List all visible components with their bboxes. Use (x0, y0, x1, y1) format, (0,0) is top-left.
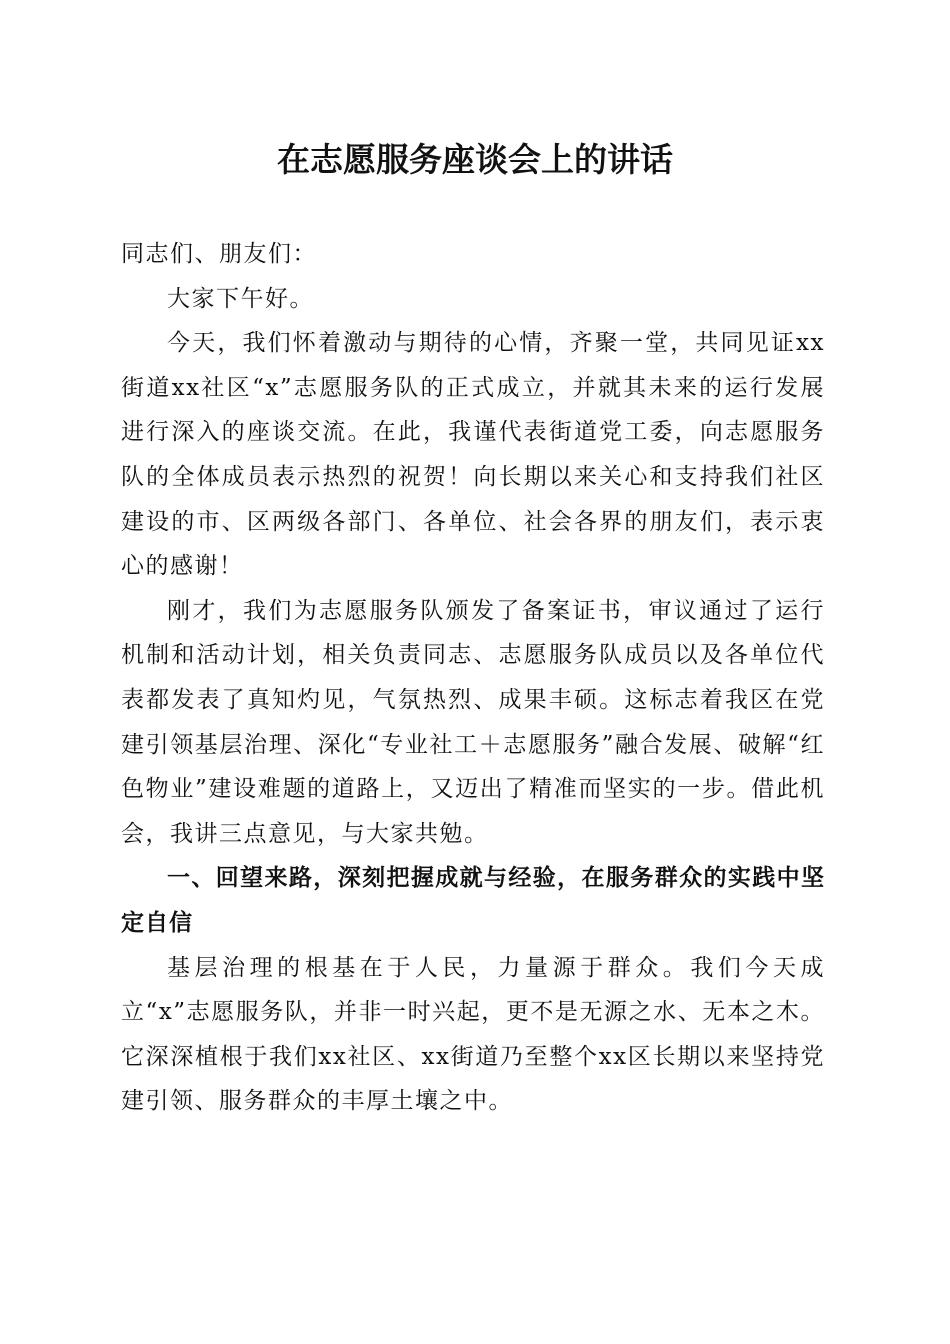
document-body (121, 232, 825, 1124)
paragraph-proceedings: 刚才，我们为志愿服务队颁发了备案证书，审议通过了运行机制和活动计划，相关负责同志、志愿服务队成员以及各单位代表都发表了真知灼见，气氛热烈、成果丰硕。这标志着我区在党建引领基层治理、深化“专业社工＋志愿服务”融合发展、破解“红色物业”建设难题的道路上，又迈出了精准而坚实的一步。借此机会，我讲三点意见，与大家共勉。 (121, 597, 825, 847)
document-title: 在志愿服务座谈会上的讲话 (277, 140, 673, 179)
paragraph-section-one: 基层治理的根基在于人民，力量源于群众。我们今天成立“x”志愿服务队，并非一时兴起，更不是无源之水、无本之木。它深深植根于我们xx社区、xx街道乃至整个xx区长期以来坚持党建引领、服务群众的丰厚土壤之中。 (121, 954, 825, 1115)
paragraph-opening: 今天，我们怀着激动与期待的心情，齐聚一堂，共同见证xx街道xx社区“x”志愿服务队的正式成立，并就其未来的运行发展进行深入的座谈交流。在此，我谨代表街道党工委，向志愿服务队的全体成员表示热烈的祝贺！向长期以来关心和支持我们社区建设的市、区两级各部门、各单位、社会各界的朋友们，表示衷心的感谢！ (121, 330, 825, 580)
section-heading-one: 一、回望来路，深刻把握成就与经验，在服务群众的实践中坚定自信 (121, 865, 825, 936)
salutation: 同志们、朋友们： (121, 241, 317, 267)
greeting: 大家下午好。 (167, 285, 314, 312)
